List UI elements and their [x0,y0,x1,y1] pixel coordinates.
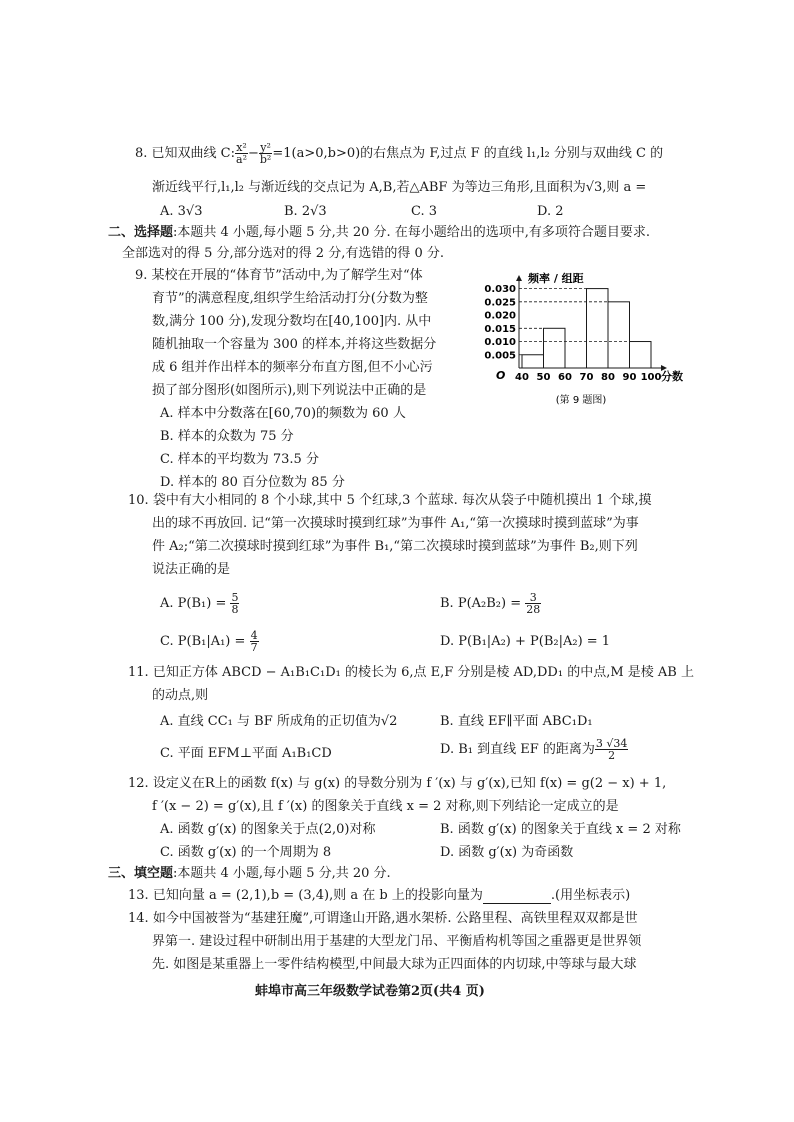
q8-line1: 8. 已知双曲线 C: $\frac{\text{x²}}{\text{a²}}$ − $\frac{\text{y²}}{\text{b²}}$ =1(a>0,b>0)的右焦点为 F,过点 F 的直线 l₁,l₂ 分别与双曲线 C 的 [135,141,664,166]
q12-option-b: B. 函数 g′(x) 的图象关于直线 x = 2 对称 [440,822,681,837]
q12-option-c: C. 函数 g′(x) 的一个周期为 8 [160,845,332,860]
section-2-heading: 二、选择题:本题共 4 小题,每小题 5 分,共 20 分. 在每小题给出的选项中,有多项符合题目要求. [108,225,651,240]
q11-option-c: C. 平面 EFM⊥平面 A₁B₁CD [160,746,332,761]
q11-line2: 的动点,则 [152,688,209,703]
question-number: 11. [128,665,149,680]
x-axis-label: 分数 [661,370,683,383]
histogram-bar [522,355,544,368]
q9-option-c: C. 样本的平均数为 73.5 分 [160,452,319,467]
q10-line1: 10. 袋中有大小相同的 8 个小球,其中 5 个红球,3 个蓝球. 每次从袋子中随机摸出 1 个球,摸 [128,493,652,508]
question-number: 14. [128,911,149,926]
q10-line4: 说法正确的是 [152,562,231,577]
q9-line1: 9. 某校在开展的“体育节”活动中,为了解学生对“体 [135,268,423,283]
q9-option-d: D. 样本的 80 百分位数为 85 分 [160,475,345,490]
page-footer: 蚌埠市高三年级数学试卷第2页(共4 页) [255,984,485,999]
question-number: 8. [135,146,148,161]
q11-option-a: A. 直线 CC₁ 与 BF 所成角的正切值为√2 [160,714,398,729]
q8-line2: 渐近线平行,l₁,l₂ 与渐近线的交点记为 A,B,若△ABF 为等边三角形,且面积为√3,则 a = [152,180,647,195]
x-tick-label: 40 [515,372,529,383]
y-axis-label: 频率 / 组距 [528,272,584,285]
x-tick-label: 70 [579,372,594,383]
q10-option-b: B. P(A₂B₂) = $\frac{3}{28}$ [440,591,541,616]
q14-line1: 14. 如今中国被誉为“基建狂魔”,可谓逢山开路,遇水架桥. 公路里程、高铁里程双双都是世 [128,911,638,926]
question-number: 12. [128,776,149,791]
q9-line6: 损了部分图形(如图所示),则下列说法中正确的是 [152,383,427,398]
q10-option-c: C. P(B₁|A₁) = $\frac{4}{7}$ [160,629,258,654]
q12-line2: f ′(x − 2) = g′(x),且 f ′(x) 的图象关于直线 x = 2 对称,则下列结论一定成立的是 [152,799,619,814]
histogram-bar [630,342,652,368]
q10-option-d: D. P(B₁|A₂) + P(B₂|A₂) = 1 [440,634,611,649]
q10-line3: 件 A₂;“第二次摸球时摸到红球”为事件 B₁,“第二次摸球时摸到蓝球”为事件 B₂,则下列 [152,539,638,554]
q11-line1: 11. 已知正方体 ABCD − A₁B₁C₁D₁ 的棱长为 6,点 E,F 分别是棱 AD,DD₁ 的中点,M 是棱 AB 上 [128,665,694,680]
x-tick-label: 60 [558,372,572,383]
origin-label: O [496,369,506,382]
y-tick-label: 0.010 [484,337,516,349]
histogram-chart [476,268,686,418]
q10-line2: 出的球不再放回. 记“第一次摸球时摸到红球”为事件 A₁,“第一次摸球时摸到蓝球”为事 [152,516,639,531]
q12-line1: 12. 设定义在R上的函数 f(x) 与 g(x) 的导数分别为 f ′(x) 与 g′(x),已知 f(x) = g(2 − x) + 1, [128,776,667,791]
histogram-bar [544,328,566,368]
q14-line2: 界第一. 建设过程中研制出用于基建的大型龙门吊、平衡盾构机等国之重器更是世界领 [152,934,642,949]
x-tick-label: 80 [601,372,615,383]
q9-line2: 育节”的满意程度,组织学生给活动打分(分数为整 [152,291,428,306]
q8-option-d: D. 2 [537,204,564,219]
fraction: $\frac{\text{x²}}{\text{a²}}$ [236,141,247,166]
histogram-bar [608,302,630,368]
q10-option-a: A. P(B₁) = $\frac{5}{8}$ [160,591,239,616]
q13-line: 13. 已知向量 a = (2,1),b = (3,4),则 a 在 b 上的投影向量为 .(用坐标表示) [128,888,631,903]
x-tick-label: 50 [536,372,551,383]
question-number: 9. [135,268,148,283]
histogram-bar [587,289,609,368]
x-tick-label: 100 [640,372,662,383]
x-tick-label: 90 [622,372,637,383]
q8-option-b: B. 2√3 [284,204,327,219]
question-number: 13. [128,888,149,903]
q11-option-d: D. B₁ 到直线 EF 的距离为 $\frac{3 √34}{2}$ [440,737,628,762]
q14-line3: 先. 如图是某重器上一零件结构模型,中间最大球为正四面体的内切球,中等球与最大球 [152,957,637,972]
q9-line3: 数,满分 100 分),发现分数均在[40,100]内. 从中 [152,314,432,329]
q9-line4: 随机抽取一个容量为 300 的样本,并将这些数据分 [152,337,437,352]
fraction: $\frac{\text{y²}}{\text{b²}}$ [259,141,272,166]
chart-caption: (第 9 题图) [555,395,607,406]
y-tick-label: 0.020 [484,310,516,322]
q8-option-c: C. 3 [411,204,438,219]
section-3-heading: 三、填空题:本题共 4 小题,每小题 5 分,共 20 分. [108,866,391,881]
section-2-line2: 全部选对的得 5 分,部分选对的得 2 分,有选错的得 0 分. [122,246,445,261]
q12-option-a: A. 函数 g′(x) 的图象关于点(2,0)对称 [160,822,376,837]
q9-line5: 成 6 组并作出样本的频率分布直方图,但不小心污 [152,360,433,375]
q9-option-b: B. 样本的众数为 75 分 [160,429,294,444]
y-tick-label: 0.015 [484,323,516,335]
q12-option-d: D. 函数 g′(x) 为奇函数 [440,845,574,860]
q8-option-a: A. 3√3 [160,204,203,219]
q9-option-a: A. 样本中分数落在[60,70)的频数为 60 人 [160,406,406,421]
y-tick-label: 0.030 [484,284,516,296]
y-tick-label: 0.005 [484,350,516,362]
q11-option-b: B. 直线 EF∥平面 ABC₁D₁ [440,714,593,729]
y-tick-label: 0.025 [484,297,516,309]
question-number: 10. [128,493,149,508]
answer-blank [483,891,551,904]
